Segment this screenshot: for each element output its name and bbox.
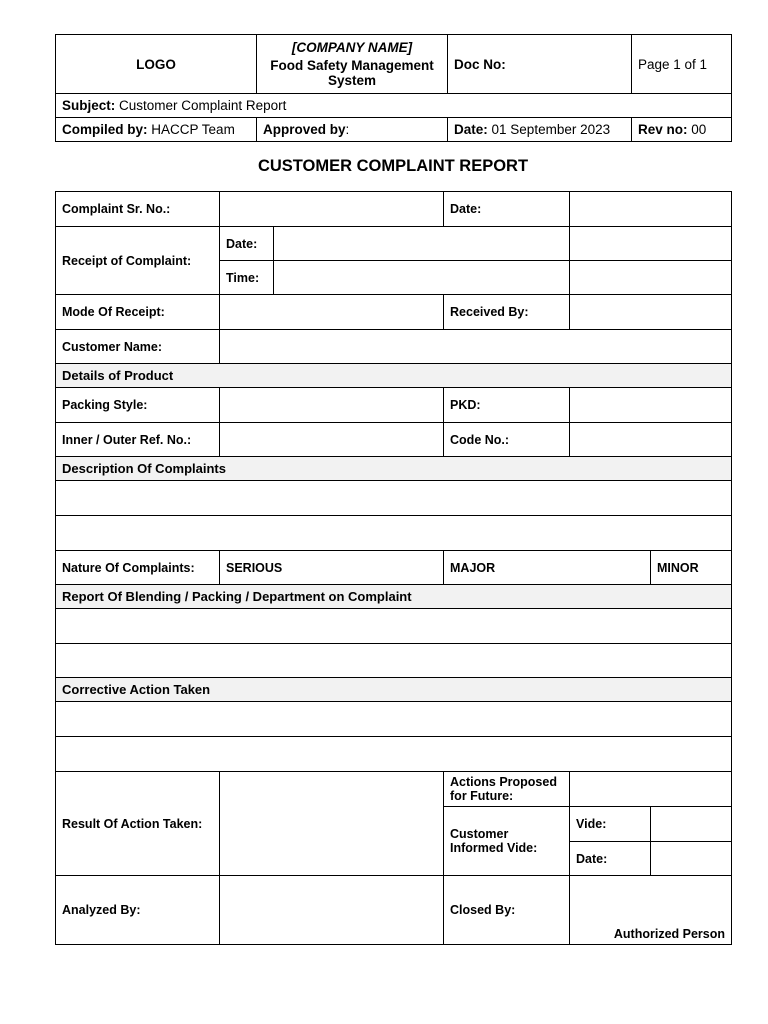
customer-informed-vide-label: Customer Informed Vide:: [444, 807, 570, 876]
compiled-by-value: HACCP Team: [151, 122, 235, 137]
mode-of-receipt-label: Mode Of Receipt:: [56, 295, 220, 330]
date-value: 01 September 2023: [491, 122, 611, 137]
informed-date-field[interactable]: [651, 842, 732, 876]
description-line-1[interactable]: [56, 481, 732, 516]
authorized-person-signature[interactable]: Authorized Person: [570, 876, 732, 945]
nature-major-option[interactable]: MAJOR: [444, 551, 651, 585]
date-label: Date:: [454, 122, 488, 137]
code-no-label: Code No.:: [444, 423, 570, 457]
receipt-date-label: Date:: [220, 227, 274, 261]
customer-name-field[interactable]: [220, 330, 732, 364]
compiled-by-label: Compiled by:: [62, 122, 148, 137]
report-line-2[interactable]: [56, 644, 732, 678]
nature-serious-option[interactable]: SERIOUS: [220, 551, 444, 585]
approved-by-colon: :: [345, 122, 350, 137]
received-by-field[interactable]: [570, 295, 732, 330]
date-label: Date:: [444, 192, 570, 227]
compiled-by-cell: [56, 118, 257, 142]
code-no-field[interactable]: [570, 423, 732, 457]
approved-by-cell: [257, 118, 448, 142]
receipt-time-label: Time:: [220, 261, 274, 295]
subject-value: Customer Complaint Report: [119, 98, 287, 113]
date-cell: [448, 118, 632, 142]
receipt-date-field[interactable]: [274, 227, 570, 261]
doc-no-label: Doc No:: [448, 35, 632, 94]
received-by-label: Received By:: [444, 295, 570, 330]
nature-minor-option[interactable]: MINOR: [651, 551, 732, 585]
section-corrective-action-taken: Corrective Action Taken: [56, 678, 732, 702]
actions-proposed-label: Actions Proposed for Future:: [444, 772, 570, 807]
receipt-time-field[interactable]: [274, 261, 570, 295]
vide-field[interactable]: [651, 807, 732, 842]
inner-outer-ref-field[interactable]: [220, 423, 444, 457]
packing-style-field[interactable]: [220, 388, 444, 423]
report-line-1[interactable]: [56, 609, 732, 644]
nature-of-complaints-label: Nature Of Complaints:: [56, 551, 220, 585]
subject-cell: [56, 94, 732, 118]
receipt-time-extra-field[interactable]: [570, 261, 732, 295]
receipt-of-complaint-label: Receipt of Complaint:: [56, 227, 220, 295]
pkd-field[interactable]: [570, 388, 732, 423]
logo-placeholder: LOGO: [56, 35, 257, 94]
pkd-label: PKD:: [444, 388, 570, 423]
rev-no-value: 00: [691, 122, 707, 137]
complaint-sr-no-field[interactable]: [220, 192, 444, 227]
mode-of-receipt-field[interactable]: [220, 295, 444, 330]
approved-by-label: Approved by: [263, 122, 346, 137]
analyzed-by-label: Analyzed By:: [56, 876, 220, 945]
complaint-form: [55, 191, 732, 945]
analyzed-by-field[interactable]: [220, 876, 444, 945]
corrective-action-line-2[interactable]: [56, 737, 732, 772]
receipt-date-extra-field[interactable]: [570, 227, 732, 261]
corrective-action-line-1[interactable]: [56, 702, 732, 737]
rev-no-cell: [632, 118, 732, 142]
date-field[interactable]: [570, 192, 732, 227]
section-report-of-blending: Report Of Blending / Packing / Department on Complaint: [56, 585, 732, 609]
vide-label: Vide:: [570, 807, 651, 842]
complaint-sr-no-label: Complaint Sr. No.:: [56, 192, 220, 227]
section-description-of-complaints: Description Of Complaints: [56, 457, 732, 481]
system-name: Food Safety Management System: [270, 58, 434, 88]
page-number: Page 1 of 1: [632, 35, 732, 94]
actions-proposed-field[interactable]: [570, 772, 732, 807]
packing-style-label: Packing Style:: [56, 388, 220, 423]
rev-no-label: Rev no:: [638, 122, 688, 137]
inner-outer-ref-label: Inner / Outer Ref. No.:: [56, 423, 220, 457]
description-line-2[interactable]: [56, 516, 732, 551]
company-name: [COMPANY NAME]: [291, 40, 413, 55]
closed-by-label: Closed By:: [444, 876, 570, 945]
report-title: CUSTOMER COMPLAINT REPORT: [257, 157, 529, 175]
section-details-of-product: Details of Product: [56, 364, 732, 388]
informed-date-label: Date:: [570, 842, 651, 876]
subject-label: Subject:: [62, 98, 116, 113]
result-of-action-taken-label: Result Of Action Taken:: [56, 772, 220, 876]
result-of-action-taken-field[interactable]: [220, 772, 444, 876]
document-header: [55, 34, 732, 142]
customer-name-label: Customer Name:: [56, 330, 220, 364]
company-cell: [257, 35, 448, 94]
